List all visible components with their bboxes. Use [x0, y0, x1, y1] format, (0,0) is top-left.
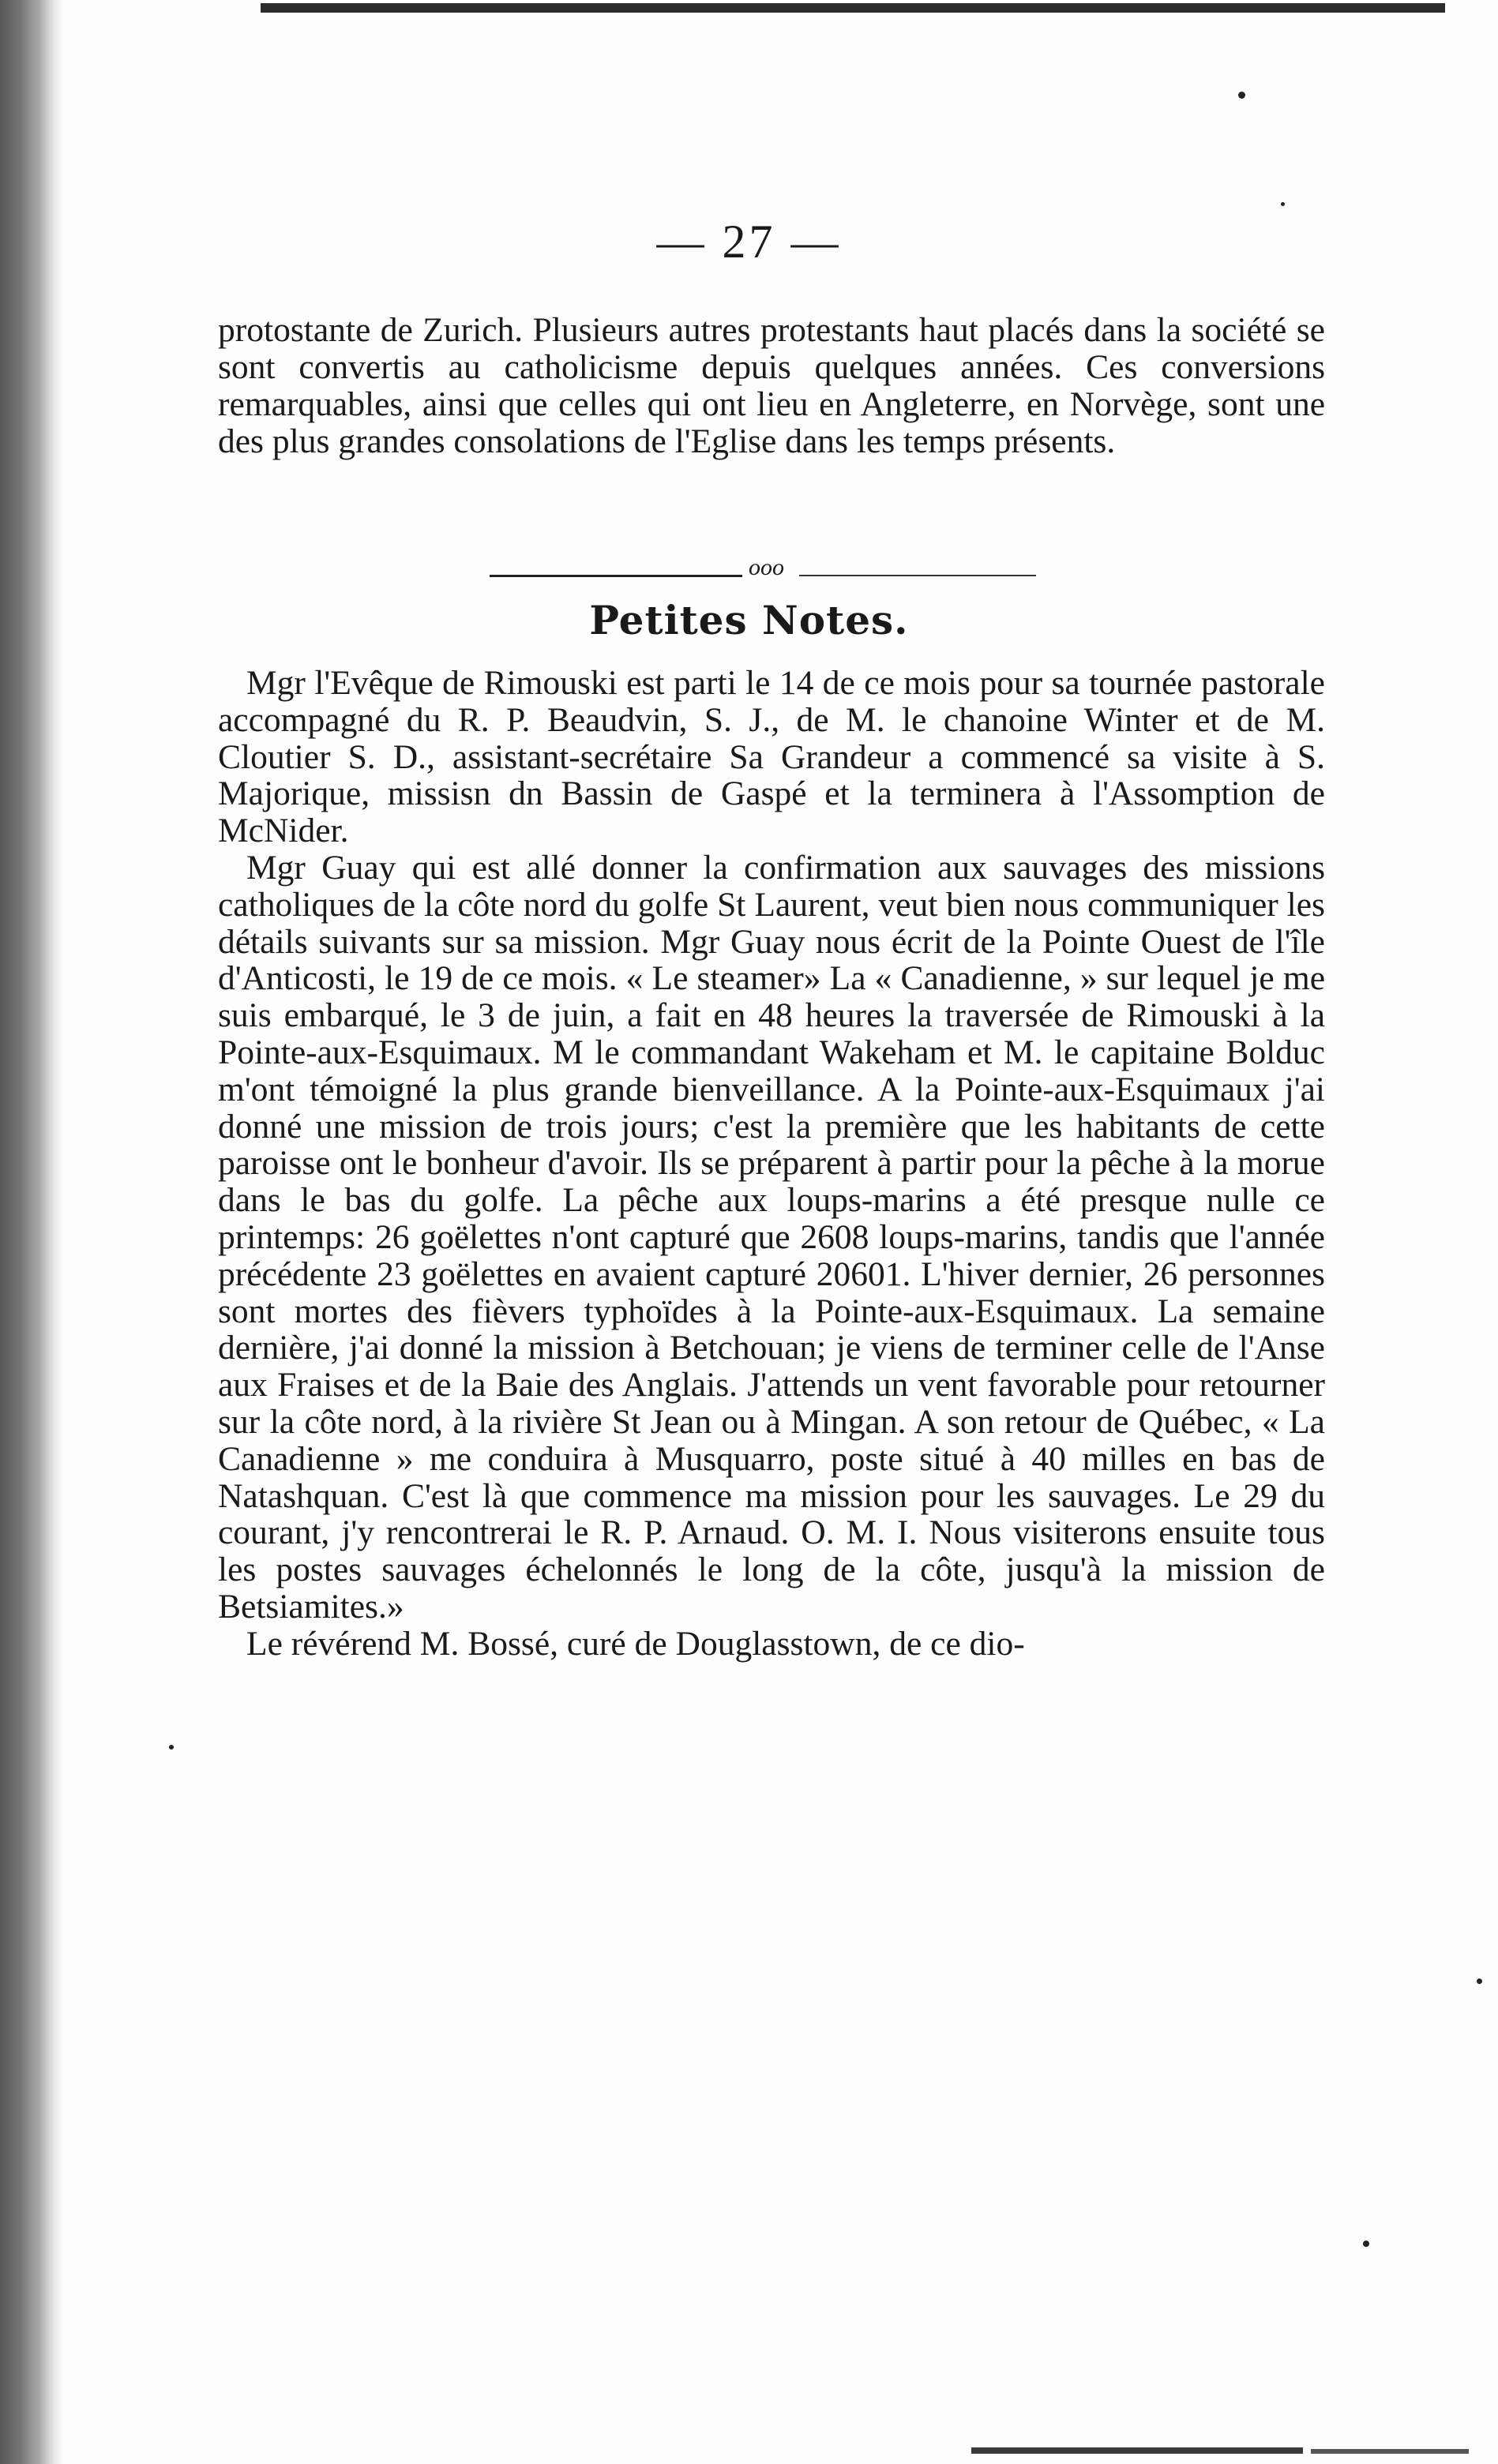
divider-line-left	[490, 575, 742, 577]
ink-speck	[1363, 2241, 1369, 2247]
intro-paragraph: protostante de Zurich. Plusieurs autres protestants haut placés dans la société se sont convertis au catholicisme depuis quelques années. Ces conversions remarquables, ainsi que celles qui ont lieu en Angleterre, en Norvège, sont une des plus grandes consolations de l'Eglise dans les temps présents.	[218, 311, 1325, 460]
section-divider	[490, 554, 1042, 583]
divider-line-right	[799, 575, 1036, 576]
bottom-edge-rule-right	[1311, 2449, 1469, 2454]
ink-speck	[1477, 1978, 1482, 1984]
ink-speck	[1238, 92, 1245, 99]
paragraph-rimouski: Mgr l'Evêque de Rimouski est parti le 14 de ce mois pour sa tournée pastorale accompagné du R. P. Beaudvin, S. J., de M. le chanoine Winter et de M. Cloutier S. D., assistant-secrétaire Sa Grandeur a commencé sa visite à S. Majorique, missisn dn Bassin de Gaspé et la terminera à l'Assomption de McNider.	[218, 664, 1325, 850]
intro-text	[218, 312, 1325, 460]
binding-shadow	[0, 0, 65, 2464]
divider-mark: ooo	[749, 554, 784, 580]
paragraph-mgr-guay: Mgr Guay qui est allé donner la confirmation aux sauvages des missions catholiques de la côte nord du golfe St Laurent, veut bien nous communiquer les détails suivants sur sa mission. Mgr Guay nous écrit de la Pointe Ouest de l'île d'Anticosti, le 19 de ce mois. « Le steamer» La « Canadienne, » sur lequel je me suis embarqué, le 3 de juin, a fait en 48 heures la traversée de Rimouski à la Pointe-aux-Esquimaux. M le commandant Wakeham et M. le capitaine Bolduc m'ont témoigné la plus grande bienveillance. A la Pointe-aux-Esquimaux j'ai donné une mission de trois jours; c'est la première que les habitants de cette paroisse ont le bonheur d'avoir. Ils se préparent à partir pour la pêche à la morue dans le bas du golfe. La pêche aux loups-marins a été presque nulle ce printemps: 26 goëlettes n'ont capturé que 2608 loups-marins, tandis que l'année précédente 23 goëlettes en avaient capturé 20601. L'hiver dernier, 26 personnes sont mortes des fièvers typhoïdes à la Pointe-aux-Esquimaux. La semaine dernière, j'ai donné la mission à Betchouan; je viens de terminer celle de l'Anse aux Fraises et de la Baie des Anglais. J'attends un vent favorable pour retourner sur la côte nord, à la rivière St Jean ou à Mingan. A son retour de Québec, « La Canadienne » me conduira à Musquarro, poste situé à 40 milles en bas de Natashquan. C'est là que commence ma mission pour les sauvages. Le 29 du courant, j'y rencontrerai le R. P. Arnaud. O. M. I. Nous visiterons ensuite tous les postes sauvages échelonnés le long de la côte, jusqu'à la mission de Betsiamites.»	[218, 848, 1325, 1626]
ink-speck	[169, 1745, 174, 1750]
section-title: Petites Notes.	[589, 597, 909, 643]
page-number: — 27 —	[656, 216, 842, 268]
paragraph-bosse: Le révérend M. Bossé, curé de Douglasstown, de ce dio-	[246, 1624, 1025, 1663]
section-body	[218, 665, 1325, 1663]
ink-speck	[1281, 202, 1285, 206]
bottom-edge-rule	[971, 2447, 1303, 2454]
top-edge-rule	[261, 3, 1445, 13]
